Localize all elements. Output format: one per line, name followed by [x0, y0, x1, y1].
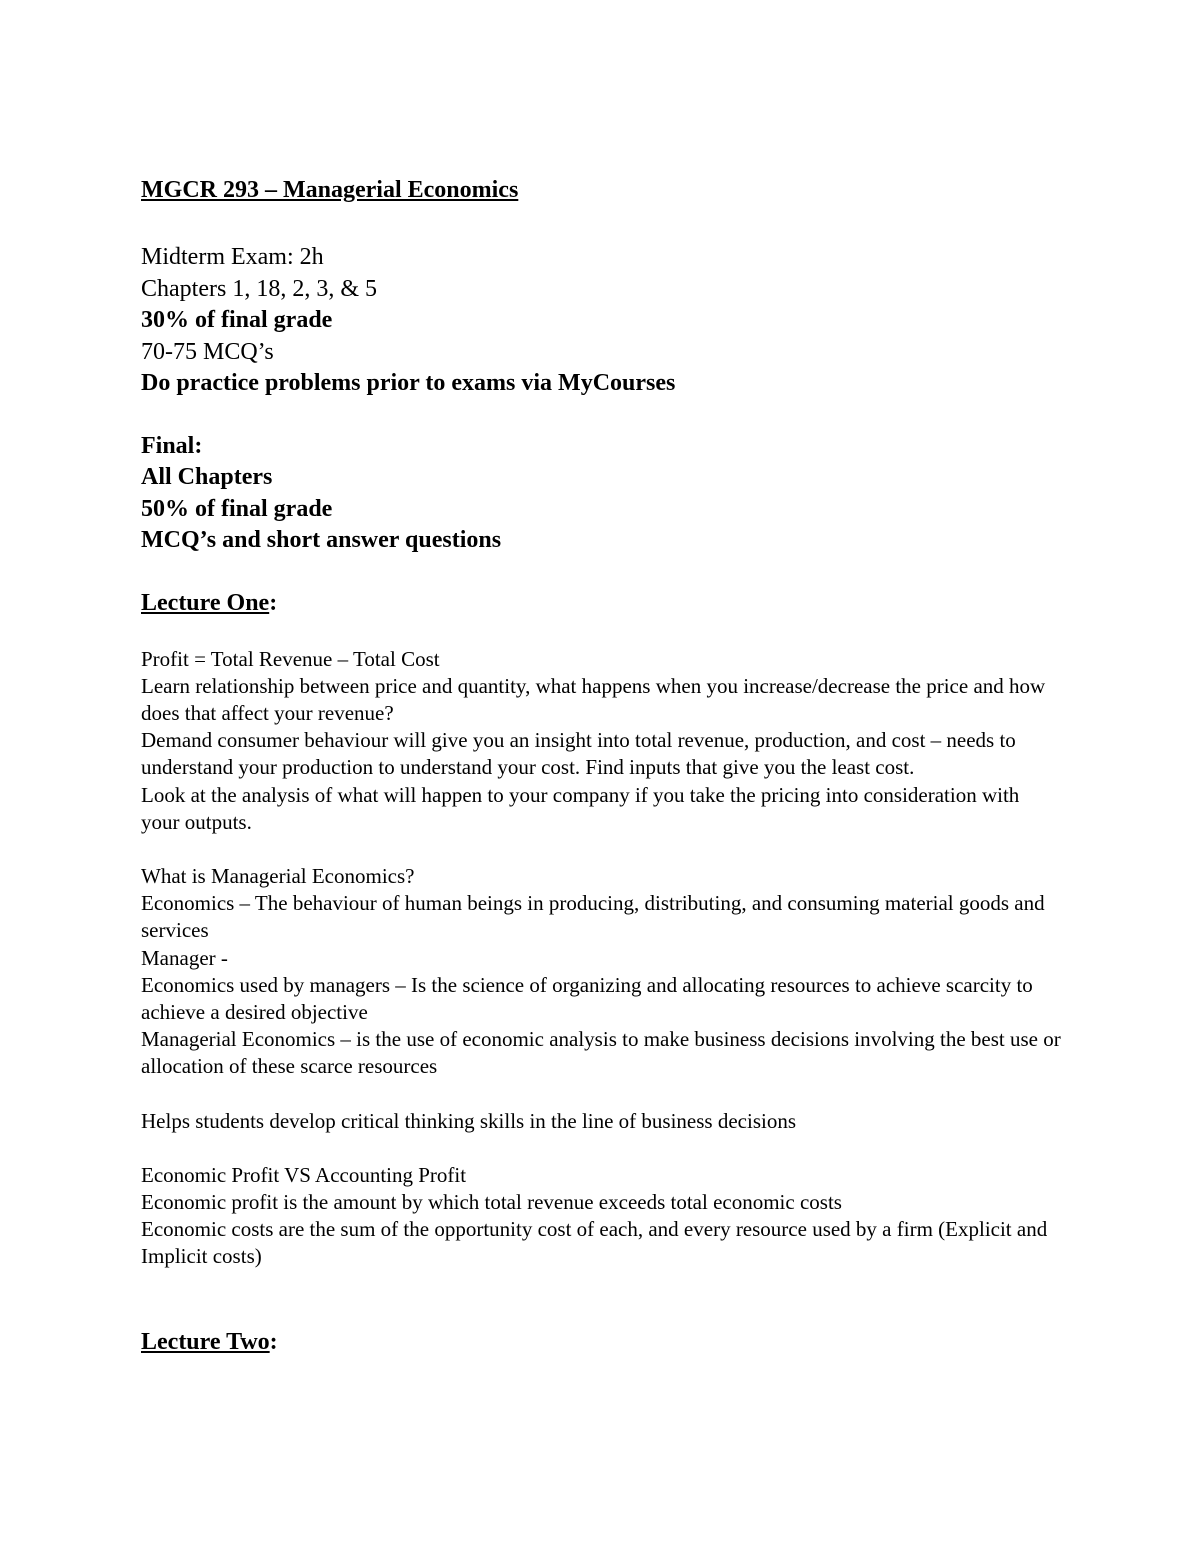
spacer — [141, 557, 1061, 588]
document-title: MGCR 293 – Managerial Economics — [141, 177, 519, 203]
definition-manager: Manager - — [141, 945, 228, 970]
spacer — [141, 1271, 1061, 1327]
note-critical-thinking: Helps students develop critical thinking skills in the line of business decisions — [141, 1108, 796, 1133]
lecture-one-heading — [141, 588, 1061, 618]
note-analysis: Look at the analysis of what will happen to your company if you take the pricing into consideration with your outputs. — [141, 782, 1020, 834]
midterm-practice-note: Do practice problems prior to exams via MyCourses — [141, 370, 676, 396]
spacer — [141, 618, 1061, 646]
lecture-one-colon: : — [269, 589, 278, 616]
definition-economic-costs: Economic costs are the sum of the opportunity cost of each, and every resource used by a firm (Explicit and Implicit costs) — [141, 1217, 1048, 1269]
lecture-two-colon: : — [269, 1328, 278, 1355]
note-demand: Demand consumer behaviour will give you an insight into total revenue, production, and cost – needs to understand your production to understand your cost. Find inputs that give you the least cost. — [141, 728, 1016, 780]
spacer — [141, 836, 1061, 863]
spacer — [141, 1135, 1061, 1162]
final-heading: Final: — [141, 432, 203, 459]
final-weight: 50% of final grade — [141, 495, 333, 522]
final-format: MCQ’s and short answer questions — [141, 527, 502, 553]
document-page — [141, 172, 1061, 1357]
economic-vs-accounting-heading: Economic Profit VS Accounting Profit — [141, 1162, 467, 1187]
profit-formula: Profit = Total Revenue – Total Cost — [141, 646, 440, 671]
midterm-format: 70-75 MCQ’s — [141, 338, 274, 365]
spacer — [141, 1081, 1061, 1108]
lecture-one-notes — [141, 646, 1061, 1271]
lecture-one-title: Lecture One — [141, 589, 270, 616]
midterm-section — [141, 242, 1061, 400]
midterm-chapters: Chapters 1, 18, 2, 3, & 5 — [141, 275, 377, 302]
managerial-economics-question: What is Managerial Economics? — [141, 863, 415, 888]
midterm-weight: 30% of final grade — [141, 307, 333, 333]
definition-managerial-economics: Managerial Economics – is the use of economic analysis to make business decisions involving the best use or allocation of these scarce resources — [141, 1027, 1061, 1079]
spacer — [141, 400, 1061, 431]
definition-economic-profit: Economic profit is the amount by which total revenue exceeds total economic costs — [141, 1189, 842, 1214]
definition-economics-managers: Economics used by managers – Is the science of organizing and allocating resources to achieve scarcity to achieve a desired objective — [141, 972, 1033, 1024]
lecture-two-title: Lecture Two — [141, 1328, 270, 1355]
note-price-quantity: Learn relationship between price and quantity, what happens when you increase/decrease the price and how does that affect your revenue? — [141, 673, 1046, 725]
final-section — [141, 431, 1061, 557]
lecture-two-heading — [141, 1327, 1061, 1357]
midterm-duration: Midterm Exam: 2h — [141, 244, 324, 270]
spacer — [141, 208, 1061, 242]
definition-economics: Economics – The behaviour of human beings in producing, distributing, and consuming material goods and services — [141, 891, 1045, 943]
final-chapters: All Chapters — [141, 464, 273, 490]
